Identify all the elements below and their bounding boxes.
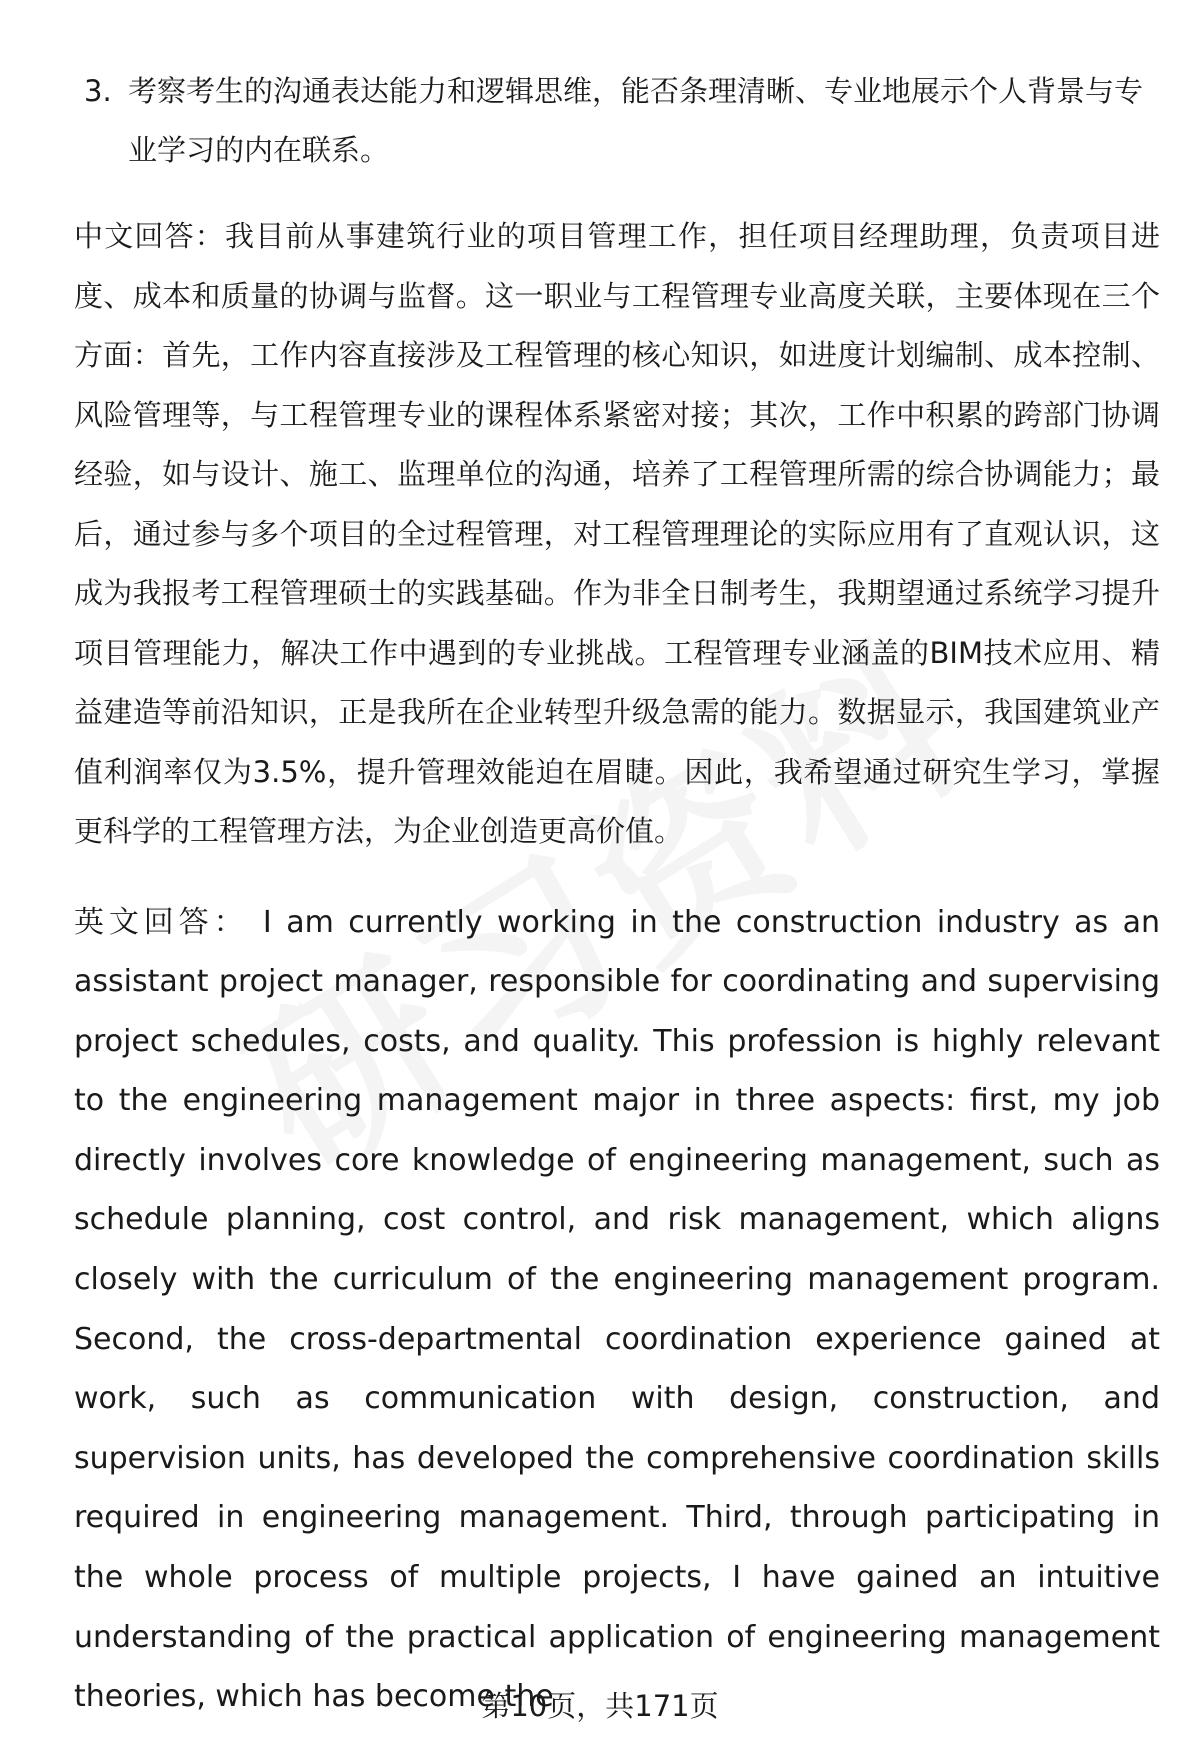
question-number: 3. bbox=[84, 74, 112, 108]
page-footer: 第10页，共171页 bbox=[481, 1689, 719, 1723]
english-answer-label: 英文回答： bbox=[74, 904, 249, 940]
chinese-answer-label: 中文回答： bbox=[74, 219, 225, 253]
chinese-answer-text: 我目前从事建筑行业的项目管理工作，担任项目经理助理，负责项目进度、成本和质量的协调与监督。这一职业与工程管理专业高度关联，主要体现在三个方面：首先，工作内容直接涉及工程管理的核心知识，如进度计划编制、成本控制、风险管理等，与工程管理专业的课程体系紧密对接；其次，工作中积累的跨部门协调经验，如与设计、施工、监理单位的沟通，培养了工程管理所需的综合协调能力；最后，通过参与多个项目的全过程管理，对工程管理理论的实际应用有了直观认识，这成为我报考工程管理硕士的实践基础。作为非全日制考生，我期望通过系统学习提升项目管理能力，解决工作中遇到的专业挑战。工程管理专业涵盖的BIM技术应用、精益建造等前沿知识，正是我所在企业转型升级急需的能力。数据显示，我国建筑业产值利润率仅为3.5%，提升管理效能迫在眉睫。因此，我希望通过研究生学习，掌握更科学的工程管理方法，为企业创造更高价值。 bbox=[74, 219, 1160, 848]
question-item bbox=[84, 62, 1160, 180]
document-content bbox=[74, 62, 1160, 1727]
english-answer-text: I am currently working in the construction industry as an assistant project manager, responsible for coordinating and supervising project schedules, costs, and quality. This profession is highly relevant to the engineering management major in three aspects: first, my job directly involves core knowledge of engineering management, such as schedule planning, cost control, and risk management, which aligns closely with the curriculum of the engineering management program. Second, the cross-departmental coordination experience gained at work, such as communication with design, construction, and supervision units, has developed the comprehensive coordination skills required in engineering management. Third, through participating in the whole process of multiple projects, I have gained an intuitive understanding of the practical application of engineering management theories, which has become the bbox=[74, 904, 1160, 1715]
english-answer bbox=[74, 893, 1160, 1727]
chinese-answer bbox=[74, 207, 1160, 862]
question-text: 考察考生的沟通表达能力和逻辑思维，能否条理清晰、专业地展示个人背景与专业学习的内在联系。 bbox=[128, 74, 1144, 167]
